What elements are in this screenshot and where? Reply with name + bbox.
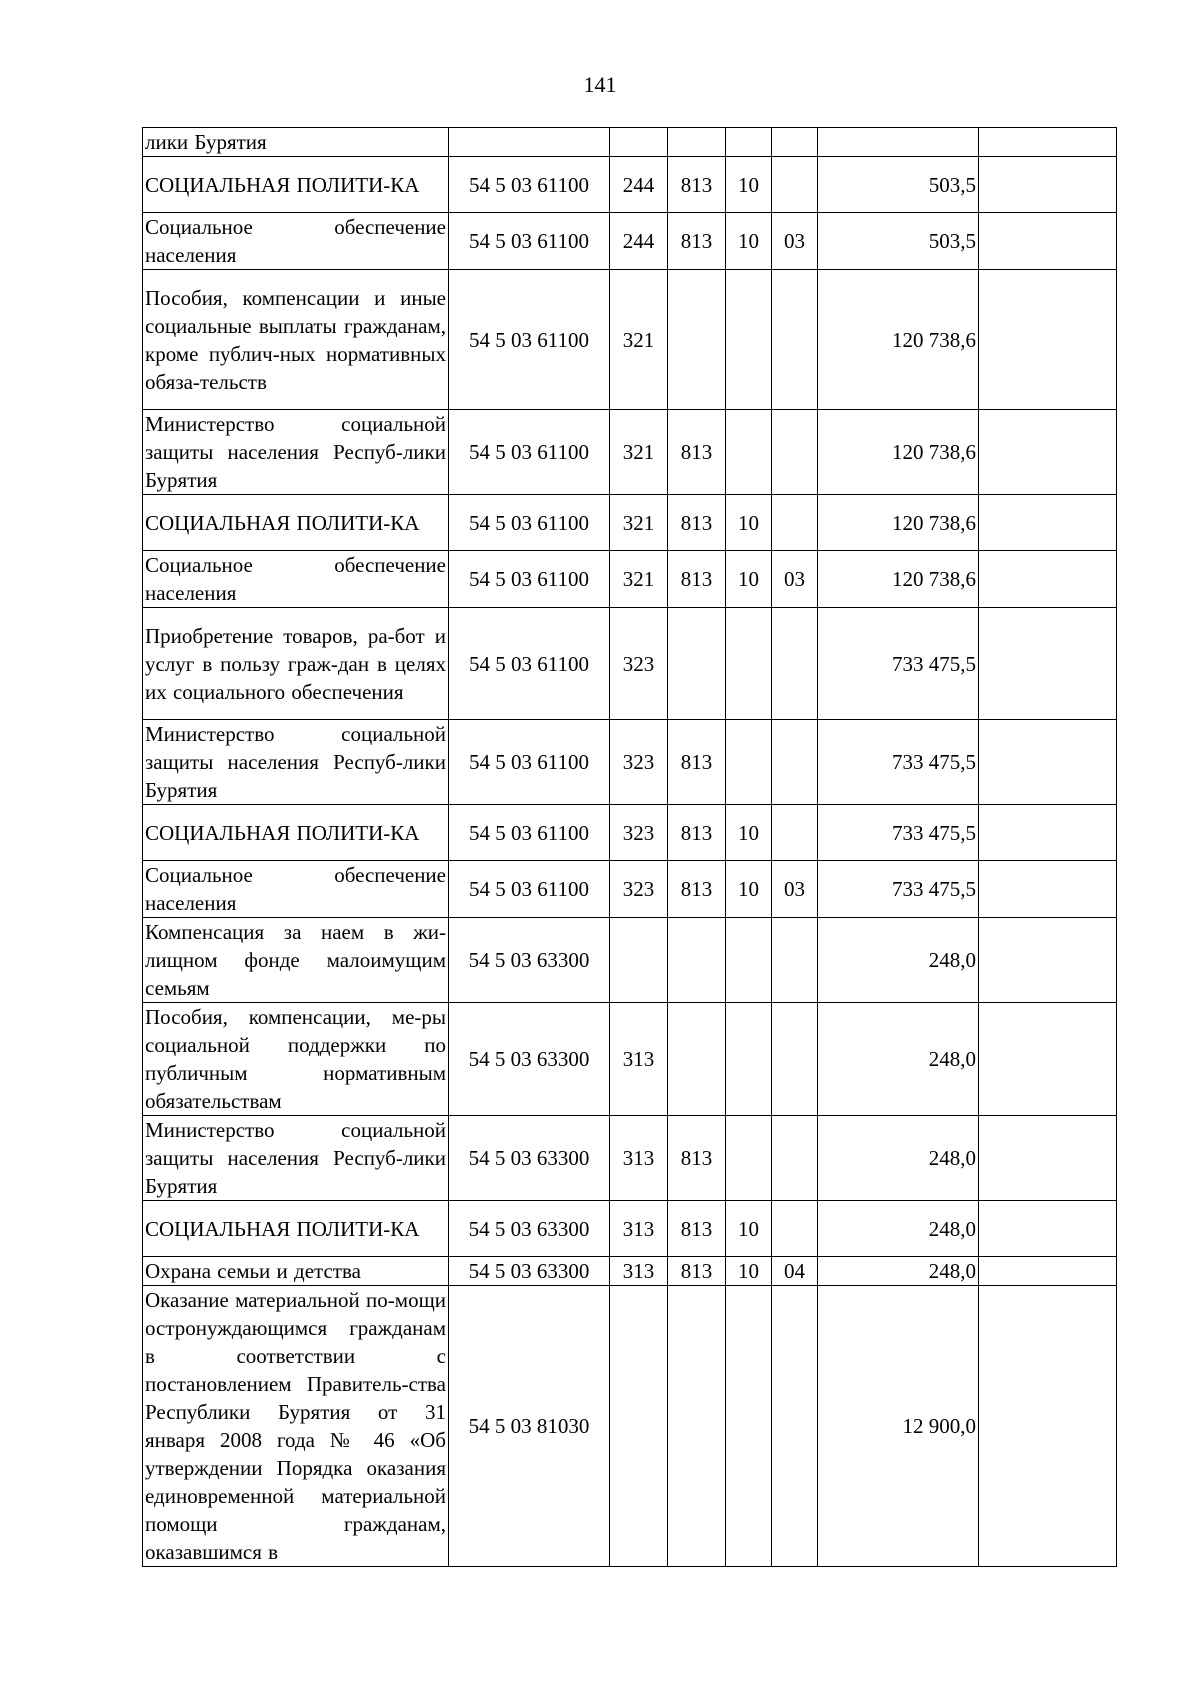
- row-administrator-cell: 813: [668, 213, 726, 270]
- table-row: [143, 213, 1117, 270]
- table-row: [143, 720, 1117, 805]
- row-extra-cell: [979, 157, 1117, 213]
- table-row: [143, 128, 1117, 157]
- row-section-cell: [726, 918, 772, 1003]
- row-amount-cell: 733 475,5: [818, 608, 979, 720]
- row-amount-cell: 248,0: [818, 1201, 979, 1257]
- row-subsection-cell: [772, 805, 818, 861]
- row-amount-cell: 120 738,6: [818, 551, 979, 608]
- row-section-cell: [726, 1003, 772, 1116]
- row-target-article-cell: 54 5 03 61100: [449, 720, 610, 805]
- row-section-cell: 10: [726, 1201, 772, 1257]
- row-subsection-cell: [772, 1116, 818, 1201]
- row-subsection-cell: [772, 1003, 818, 1116]
- row-subsection-cell: [772, 128, 818, 157]
- row-name-cell: Пособия, компенсации, ме-ры социальной поддержки по публичным нормативным обязательствам: [143, 1003, 449, 1116]
- row-extra-cell: [979, 410, 1117, 495]
- row-expense-type-cell: 244: [610, 157, 668, 213]
- row-amount-cell: 733 475,5: [818, 805, 979, 861]
- table-row: [143, 608, 1117, 720]
- row-expense-type-cell: 313: [610, 1201, 668, 1257]
- row-amount-cell: 733 475,5: [818, 861, 979, 918]
- row-amount-cell: [818, 128, 979, 157]
- row-target-article-cell: 54 5 03 61100: [449, 213, 610, 270]
- row-administrator-cell: [668, 918, 726, 1003]
- row-section-cell: 10: [726, 213, 772, 270]
- row-name-cell: Министерство социальной защиты населения Респуб-лики Бурятия: [143, 1116, 449, 1201]
- table-row: [143, 1257, 1117, 1286]
- row-amount-cell: 120 738,6: [818, 270, 979, 410]
- row-subsection-cell: [772, 608, 818, 720]
- row-target-article-cell: 54 5 03 61100: [449, 551, 610, 608]
- row-subsection-cell: [772, 270, 818, 410]
- row-expense-type-cell: 323: [610, 805, 668, 861]
- row-name-cell: Министерство социальной защиты населения Респуб-лики Бурятия: [143, 720, 449, 805]
- row-administrator-cell: 813: [668, 720, 726, 805]
- row-name-cell: Социальное обеспечение населения: [143, 861, 449, 918]
- row-amount-cell: 248,0: [818, 918, 979, 1003]
- row-section-cell: [726, 720, 772, 805]
- row-administrator-cell: 813: [668, 1116, 726, 1201]
- table-row: [143, 1003, 1117, 1116]
- row-administrator-cell: [668, 1286, 726, 1567]
- row-expense-type-cell: 321: [610, 495, 668, 551]
- row-section-cell: [726, 608, 772, 720]
- table-row: [143, 495, 1117, 551]
- row-subsection-cell: [772, 1201, 818, 1257]
- row-target-article-cell: [449, 128, 610, 157]
- row-administrator-cell: [668, 270, 726, 410]
- row-expense-type-cell: 321: [610, 410, 668, 495]
- row-amount-cell: 120 738,6: [818, 495, 979, 551]
- row-name-cell: Социальное обеспечение населения: [143, 213, 449, 270]
- row-administrator-cell: 813: [668, 1257, 726, 1286]
- table-row: [143, 918, 1117, 1003]
- row-target-article-cell: 54 5 03 61100: [449, 410, 610, 495]
- row-name-cell: Оказание материальной по-мощи остронуждающимся гражданам в соответствии с постановлением Правитель-ства Республики Бурятия от 31 января 2008 года № 46 «Об утверждении Порядка оказания единовременной материальной помощи гражданам, оказавшимся в: [143, 1286, 449, 1567]
- row-expense-type-cell: 323: [610, 861, 668, 918]
- row-administrator-cell: 813: [668, 551, 726, 608]
- table-row: [143, 410, 1117, 495]
- page-number: 141: [583, 72, 617, 97]
- row-section-cell: [726, 270, 772, 410]
- row-administrator-cell: [668, 1003, 726, 1116]
- table-row: [143, 551, 1117, 608]
- row-subsection-cell: [772, 720, 818, 805]
- row-administrator-cell: 813: [668, 495, 726, 551]
- table-row: [143, 157, 1117, 213]
- row-administrator-cell: 813: [668, 1201, 726, 1257]
- row-expense-type-cell: 321: [610, 551, 668, 608]
- row-extra-cell: [979, 861, 1117, 918]
- row-extra-cell: [979, 805, 1117, 861]
- row-target-article-cell: 54 5 03 61100: [449, 861, 610, 918]
- row-name-cell: Охрана семьи и детства: [143, 1257, 449, 1286]
- row-expense-type-cell: 313: [610, 1257, 668, 1286]
- row-extra-cell: [979, 495, 1117, 551]
- row-administrator-cell: [668, 608, 726, 720]
- row-expense-type-cell: 313: [610, 1116, 668, 1201]
- row-target-article-cell: 54 5 03 63300: [449, 1116, 610, 1201]
- row-expense-type-cell: [610, 1286, 668, 1567]
- row-subsection-cell: 03: [772, 861, 818, 918]
- row-section-cell: 10: [726, 551, 772, 608]
- row-extra-cell: [979, 1003, 1117, 1116]
- row-amount-cell: 503,5: [818, 213, 979, 270]
- row-section-cell: 10: [726, 805, 772, 861]
- row-name-cell: СОЦИАЛЬНАЯ ПОЛИТИ-КА: [143, 157, 449, 213]
- row-administrator-cell: 813: [668, 805, 726, 861]
- row-amount-cell: 248,0: [818, 1257, 979, 1286]
- row-name-cell: Компенсация за наем в жи-лищном фонде малоимущим семьям: [143, 918, 449, 1003]
- row-target-article-cell: 54 5 03 61100: [449, 270, 610, 410]
- table-row: [143, 861, 1117, 918]
- table-row: [143, 270, 1117, 410]
- row-extra-cell: [979, 1116, 1117, 1201]
- row-target-article-cell: 54 5 03 63300: [449, 1201, 610, 1257]
- row-amount-cell: 12 900,0: [818, 1286, 979, 1567]
- row-name-cell: СОЦИАЛЬНАЯ ПОЛИТИ-КА: [143, 495, 449, 551]
- row-expense-type-cell: [610, 918, 668, 1003]
- row-section-cell: [726, 1116, 772, 1201]
- row-expense-type-cell: 244: [610, 213, 668, 270]
- row-section-cell: [726, 410, 772, 495]
- row-subsection-cell: [772, 1286, 818, 1567]
- row-extra-cell: [979, 608, 1117, 720]
- row-section-cell: 10: [726, 157, 772, 213]
- row-expense-type-cell: 323: [610, 720, 668, 805]
- row-target-article-cell: 54 5 03 61100: [449, 495, 610, 551]
- row-name-cell: Приобретение товаров, ра-бот и услуг в пользу граж-дан в целях их социального обеспечения: [143, 608, 449, 720]
- row-target-article-cell: 54 5 03 61100: [449, 157, 610, 213]
- row-target-article-cell: 54 5 03 63300: [449, 1257, 610, 1286]
- row-extra-cell: [979, 1286, 1117, 1567]
- row-section-cell: 10: [726, 861, 772, 918]
- budget-table: [142, 127, 1117, 1567]
- row-expense-type-cell: [610, 128, 668, 157]
- table-row: [143, 1201, 1117, 1257]
- row-expense-type-cell: 321: [610, 270, 668, 410]
- row-extra-cell: [979, 1201, 1117, 1257]
- row-name-cell: СОЦИАЛЬНАЯ ПОЛИТИ-КА: [143, 1201, 449, 1257]
- row-administrator-cell: 813: [668, 861, 726, 918]
- row-subsection-cell: [772, 410, 818, 495]
- row-name-cell: Социальное обеспечение населения: [143, 551, 449, 608]
- row-administrator-cell: 813: [668, 157, 726, 213]
- row-name-cell: Министерство социальной защиты населения Респуб-лики Бурятия: [143, 410, 449, 495]
- row-extra-cell: [979, 270, 1117, 410]
- row-amount-cell: 120 738,6: [818, 410, 979, 495]
- row-section-cell: [726, 1286, 772, 1567]
- row-target-article-cell: 54 5 03 61100: [449, 608, 610, 720]
- row-amount-cell: 248,0: [818, 1003, 979, 1116]
- row-name-cell: СОЦИАЛЬНАЯ ПОЛИТИ-КА: [143, 805, 449, 861]
- table-row: [143, 1286, 1117, 1567]
- row-extra-cell: [979, 1257, 1117, 1286]
- row-section-cell: [726, 128, 772, 157]
- row-amount-cell: 733 475,5: [818, 720, 979, 805]
- row-name-cell: Пособия, компенсации и иные социальные выплаты гражданам, кроме публич-ных нормативных обяза-тельств: [143, 270, 449, 410]
- row-expense-type-cell: 323: [610, 608, 668, 720]
- row-target-article-cell: 54 5 03 63300: [449, 918, 610, 1003]
- row-target-article-cell: 54 5 03 81030: [449, 1286, 610, 1567]
- row-subsection-cell: [772, 918, 818, 1003]
- row-subsection-cell: [772, 495, 818, 551]
- row-extra-cell: [979, 551, 1117, 608]
- row-extra-cell: [979, 720, 1117, 805]
- table-row: [143, 805, 1117, 861]
- budget-table-body: [143, 128, 1117, 1567]
- row-amount-cell: 248,0: [818, 1116, 979, 1201]
- row-extra-cell: [979, 918, 1117, 1003]
- row-extra-cell: [979, 128, 1117, 157]
- row-expense-type-cell: 313: [610, 1003, 668, 1116]
- row-subsection-cell: [772, 157, 818, 213]
- row-section-cell: 10: [726, 495, 772, 551]
- row-subsection-cell: 03: [772, 213, 818, 270]
- row-target-article-cell: 54 5 03 61100: [449, 805, 610, 861]
- row-amount-cell: 503,5: [818, 157, 979, 213]
- row-name-cell: лики Бурятия: [143, 128, 449, 157]
- row-section-cell: 10: [726, 1257, 772, 1286]
- row-subsection-cell: 03: [772, 551, 818, 608]
- row-subsection-cell: 04: [772, 1257, 818, 1286]
- table-row: [143, 1116, 1117, 1201]
- row-administrator-cell: 813: [668, 410, 726, 495]
- row-target-article-cell: 54 5 03 63300: [449, 1003, 610, 1116]
- row-administrator-cell: [668, 128, 726, 157]
- row-extra-cell: [979, 213, 1117, 270]
